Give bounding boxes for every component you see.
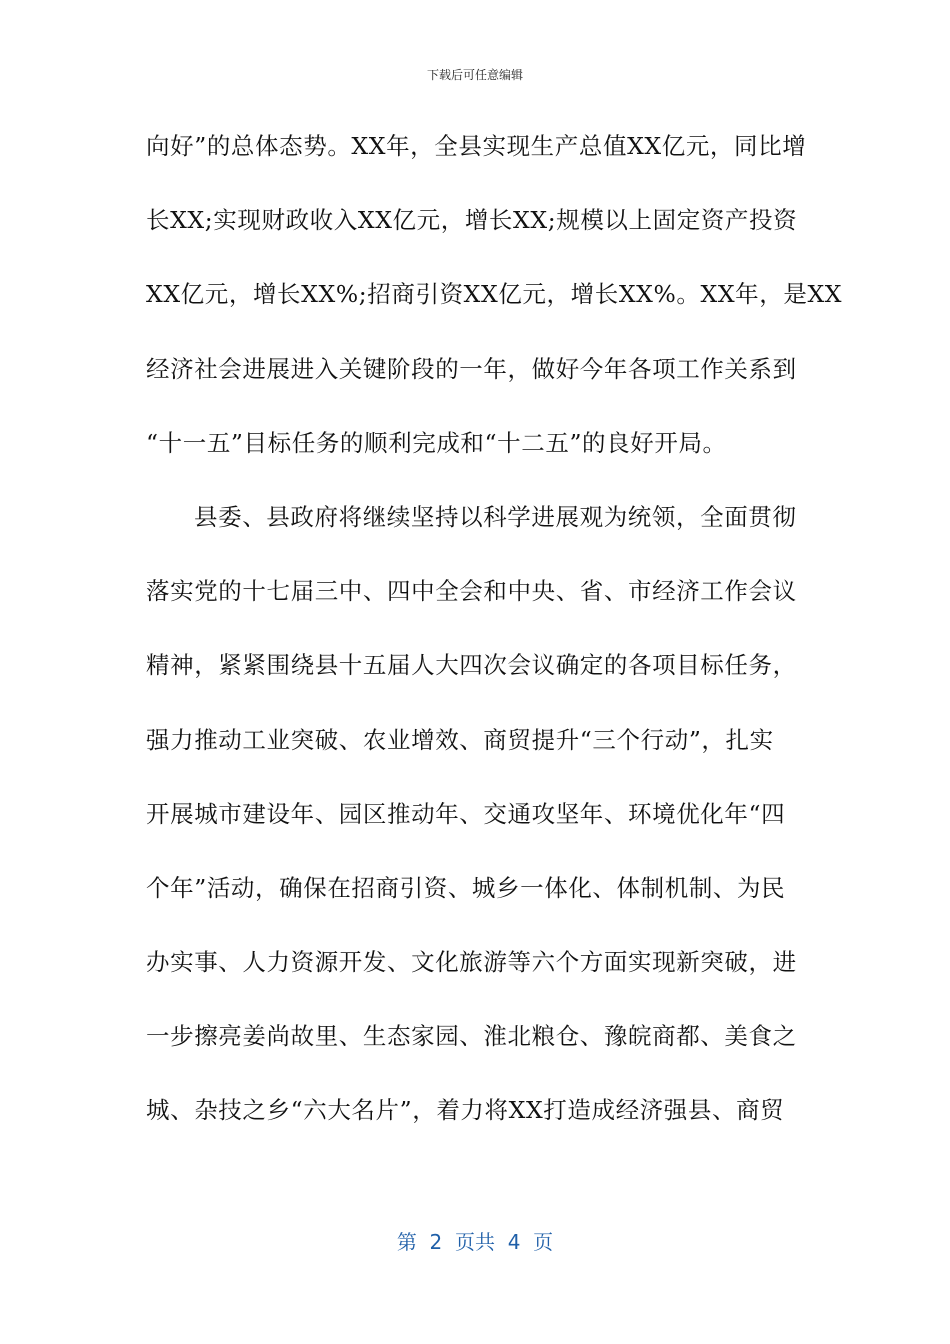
text-line: 精神，紧紧围绕县十五届人大四次会议确定的各项目标任务， [146,651,797,680]
page-number-footer: 第 2 页共 4 页 [396,1230,554,1254]
page-header-note: 下载后可任意编辑 [426,68,523,82]
text-line: 开展城市建设年、园区推动年、交通攻坚年、环境优化年“四 [146,799,786,828]
text-line: 办实事、人力资源开发、文化旅游等六个方面实现新突破，进 [146,948,797,977]
text-line: 个年”活动，确保在招商引资、城乡一体化、体制机制、为民 [146,873,786,902]
text-line: 一步擦亮姜尚故里、生态家园、淮北粮仓、豫皖商都、美食之 [146,1022,797,1051]
text-line: 经济社会进展进入关键阶段的一年，做好今年各项工作关系到 [146,354,797,383]
text-line: XX亿元，增长XX%;招商引资XX亿元，增长XX%。XX年，是XX [146,280,843,309]
text-line: 长XX;实现财政收入XX亿元，增长XX;规模以上固定资产投资 [146,206,798,235]
text-line: 向好”的总体态势。XX年，全县实现生产总值XX亿元，同比增 [146,132,807,160]
text-line: “十一五”目标任务的顺利完成和“十二五”的良好开局。 [146,428,727,457]
text-line: 落实党的十七届三中、四中全会和中央、省、市经济工作会议 [146,577,797,606]
document-body [146,126,843,1165]
text-line: 强力推动工业突破、农业增效、商贸提升“三个行动”，扎实 [146,725,774,754]
text-line: 城、杂技之乡“六大名片”，着力将XX打造成经济强县、商贸 [146,1096,785,1125]
paragraph-start-line: 县委、县政府将继续坚持以科学进展观为统领，全面贯彻 [194,502,797,531]
